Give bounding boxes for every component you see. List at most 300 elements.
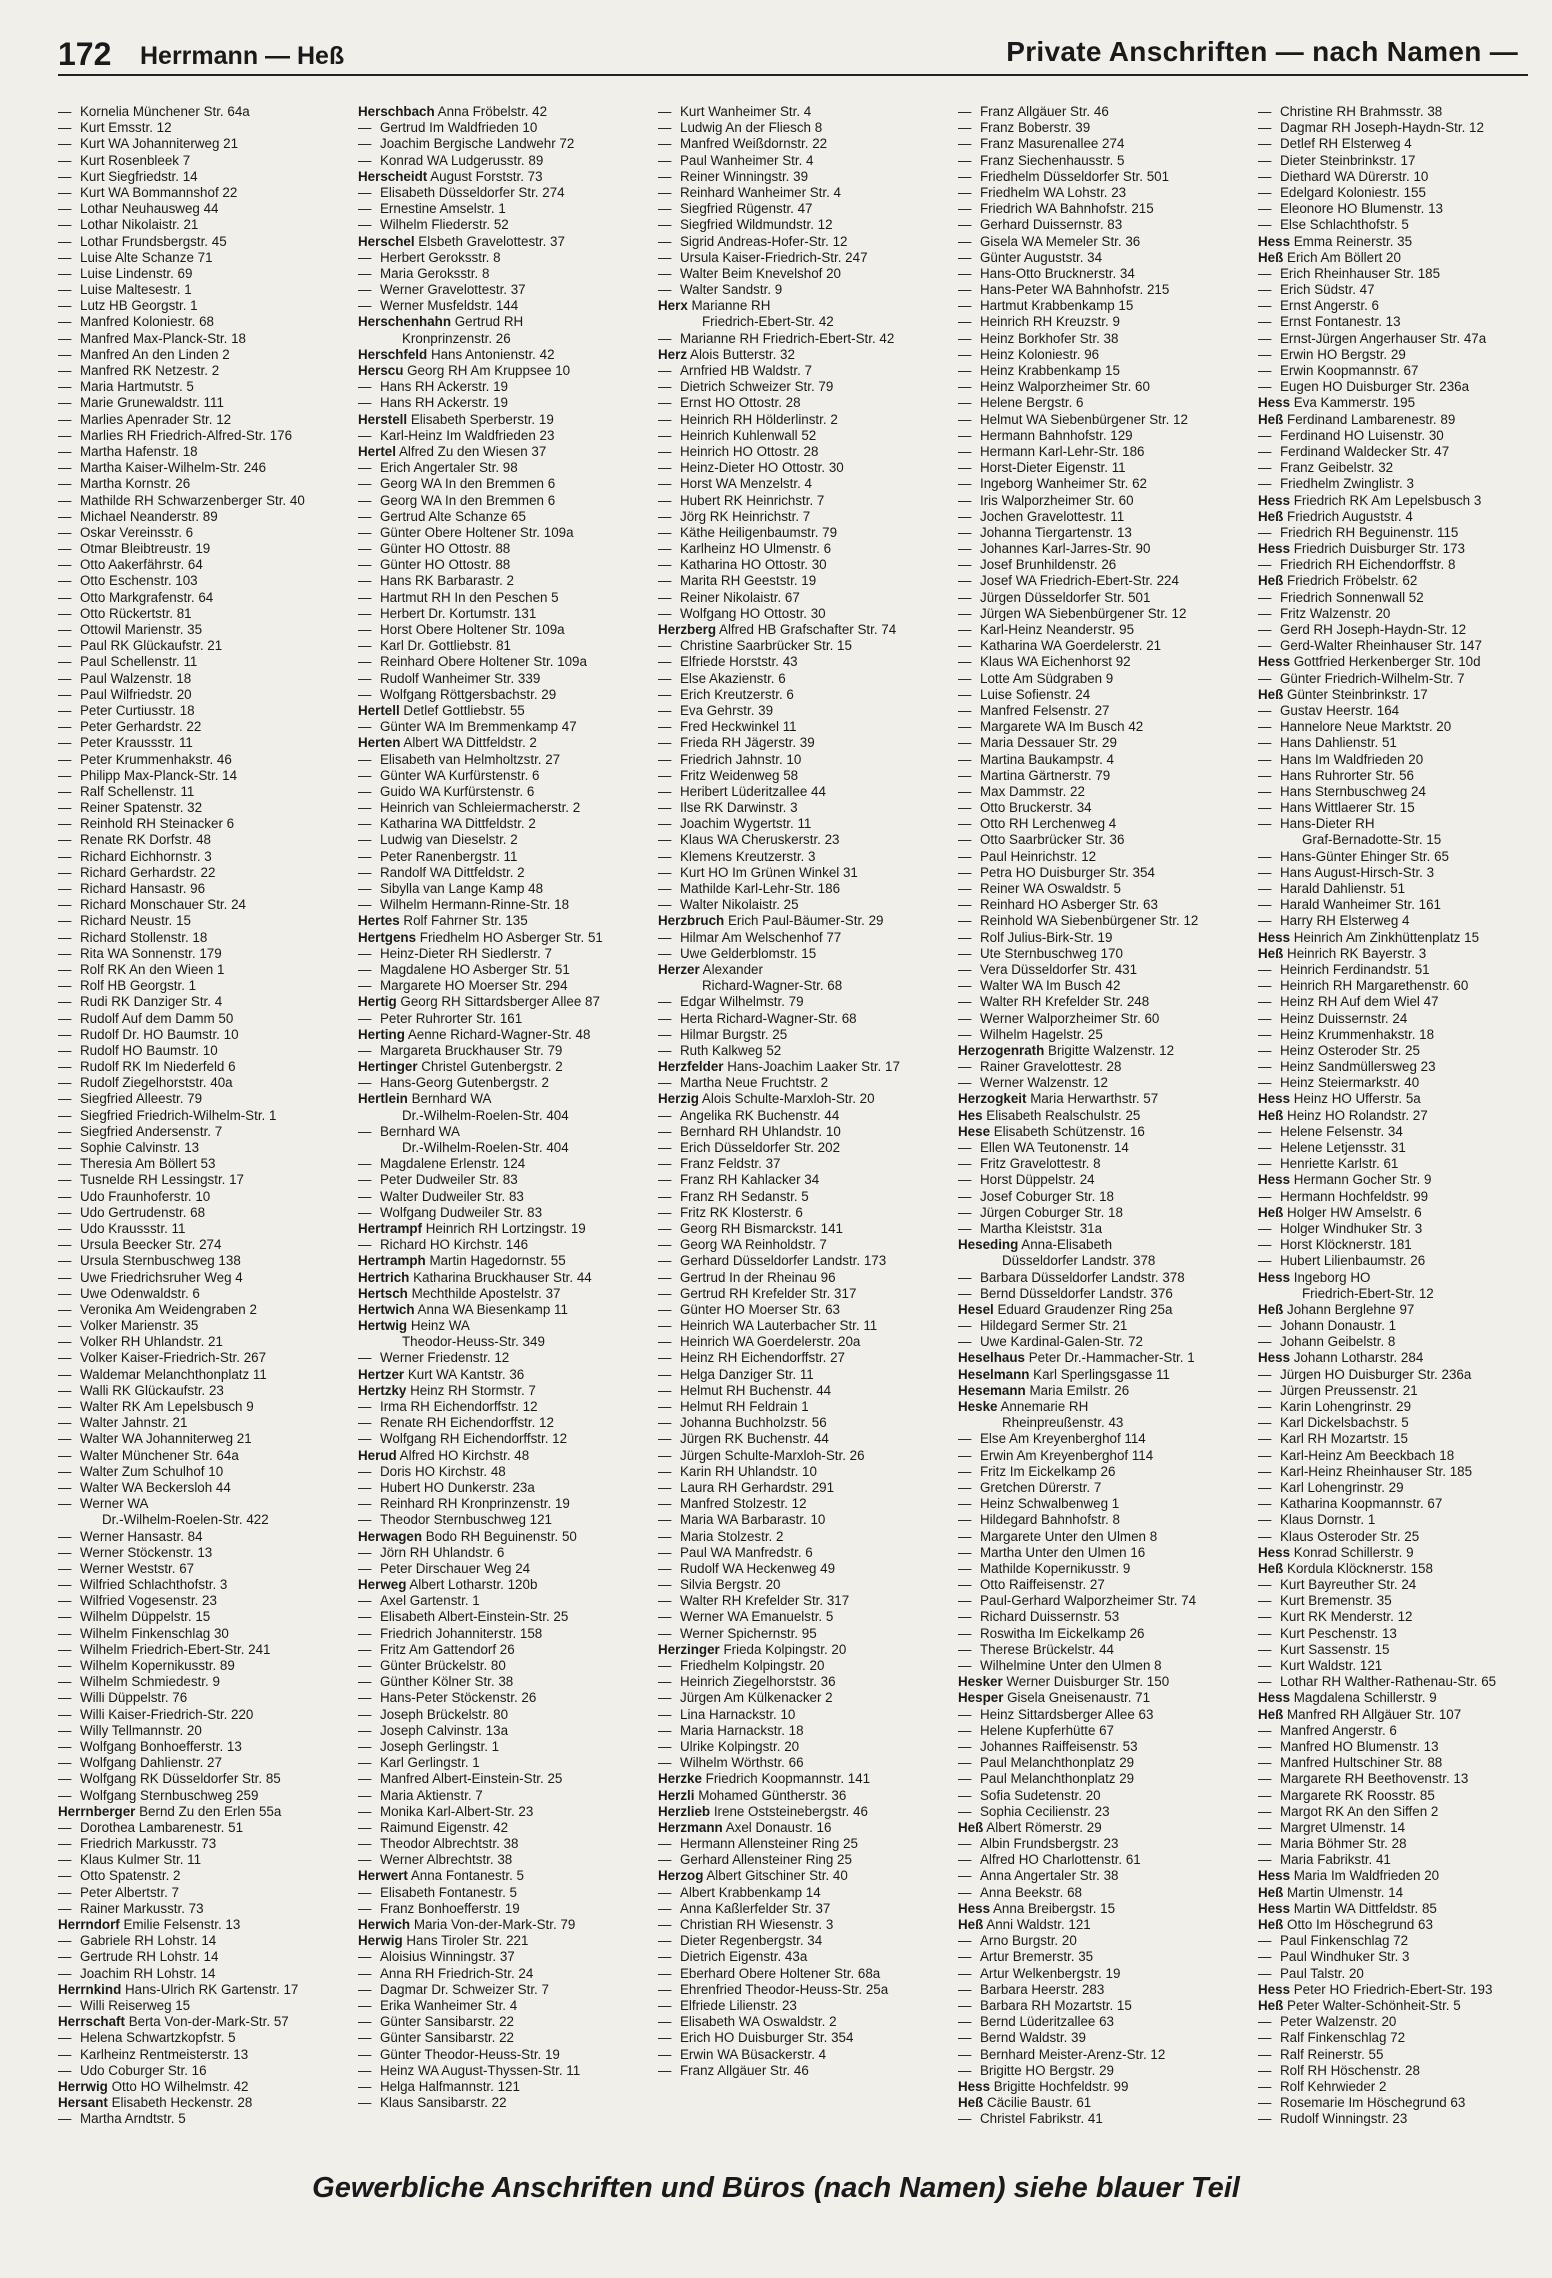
given-name-entry: — Klaus WA Cheruskerstr. 23: [658, 832, 954, 848]
given-name-entry: — Jörg RK Heinrichstr. 7: [658, 509, 954, 525]
entry-continuation: Richard-Wagner-Str. 68: [702, 978, 843, 994]
given-name-entry: — Ellen WA Teutonenstr. 14: [958, 1140, 1254, 1156]
given-name-entry: — Christine RH Brahmsstr. 38: [1258, 104, 1552, 120]
given-name-entry: — Walter WA Im Busch 42: [958, 978, 1254, 994]
given-name-entry: — Otto Bruckerstr. 34: [958, 800, 1254, 816]
given-name-entry: — Richard Stollenstr. 18: [58, 930, 354, 946]
surname: Herrnberger: [58, 1803, 136, 1819]
given-name-entry: — Paul Wilfriedstr. 20: [58, 687, 354, 703]
given-name-entry: — Manfred Hultschiner Str. 88: [1258, 1755, 1552, 1771]
entry-details: Peter Dr.-Hammacher-Str. 1: [1025, 1350, 1195, 1366]
given-name-entry: — Margot RK An den Siffen 2: [1258, 1804, 1552, 1820]
given-name-entry: — Gertrude RH Lohstr. 14: [58, 1949, 354, 1965]
given-name-entry: — Johanna Tiergartenstr. 13: [958, 525, 1254, 541]
given-name-entry: — Heinrich van Schleiermacherstr. 2: [358, 800, 654, 816]
entry-details: Christel Gutenbergstr. 2: [417, 1059, 563, 1075]
given-name-entry: — Friedrich Markusstr. 73: [58, 1836, 354, 1852]
given-name-entry: — Wolfgang Bonhoefferstr. 13: [58, 1739, 354, 1755]
given-name-entry: — Lothar RH Walther-Rathenau-Str. 65: [1258, 1674, 1552, 1690]
surname-entry: [358, 1933, 654, 1949]
given-name-entry: — Kurt Emsstr. 12: [58, 120, 354, 136]
given-name-entry: — Heinrich WA Lauterbacher Str. 11: [658, 1318, 954, 1334]
entry-details: Martin Ulmenstr. 14: [1283, 1884, 1404, 1900]
given-name-entry: — Oskar Vereinsstr. 6: [58, 525, 354, 541]
given-name-entry: — Karlheinz HO Ulmenstr. 6: [658, 541, 954, 557]
entry-details: Elsbeth Gravelottestr. 37: [414, 233, 565, 249]
surname-entry: [958, 1901, 1254, 1917]
given-name-entry: — Artur Welkenbergstr. 19: [958, 1966, 1254, 1982]
given-name-entry: — Rainer Markusstr. 73: [58, 1901, 354, 1917]
given-name-entry: — Klaus Kulmer Str. 11: [58, 1852, 354, 1868]
given-name-entry: — Martina Gärtnerstr. 79: [958, 768, 1254, 784]
given-name-entry: — Udo Coburger Str. 16: [58, 2063, 354, 2079]
surname: Herting: [358, 1026, 405, 1042]
given-name-entry: — Magdalene Erlenstr. 124: [358, 1156, 654, 1172]
given-name-entry: — Peter Curtiusstr. 18: [58, 703, 354, 719]
surname-entry: [358, 1917, 654, 1933]
given-name-entry: — Günter HO Ottostr. 88: [358, 557, 654, 573]
surname: Hess: [1258, 1544, 1291, 1560]
surname: Heß: [1258, 686, 1284, 702]
given-name-entry: — Joseph Gerlingstr. 1: [358, 1739, 654, 1755]
given-name-entry: — Walter Jahnstr. 21: [58, 1415, 354, 1431]
given-name-entry: — Reinhard RH Kronprinzenstr. 19: [358, 1496, 654, 1512]
given-name-entry: — Reiner WA Oswaldstr. 5: [958, 881, 1254, 897]
entry-details: Maria Von-der-Mark-Str. 79: [410, 1917, 576, 1932]
given-name-entry: — Heribert Lüderitzallee 44: [658, 784, 954, 800]
surname: Herzogenrath: [958, 1042, 1045, 1058]
given-name-entry: — Luise Sofienstr. 24: [958, 687, 1254, 703]
entry-details: Anna Fröbelstr. 42: [434, 104, 548, 119]
surname: Hese: [958, 1123, 991, 1139]
given-name-entry: — Hans-Peter WA Bahnhofstr. 215: [958, 282, 1254, 298]
given-name-entry: — Reiner Spatenstr. 32: [58, 800, 354, 816]
surname: Hess: [1258, 541, 1291, 557]
entry-details: Konrad Schillerstr. 9: [1290, 1544, 1414, 1560]
given-name-entry: — Udo Fraunhoferstr. 10: [58, 1189, 354, 1205]
given-name-entry: — Katharina HO Ottostr. 30: [658, 557, 954, 573]
surname-entry: [358, 412, 654, 428]
entry-details: Otto Im Höschegrund 63: [1283, 1917, 1433, 1932]
given-name-entry: — Bernhard Meister-Arenz-Str. 12: [958, 2047, 1254, 2063]
surname-entry: [1258, 687, 1552, 703]
surname-entry: [358, 1302, 654, 1318]
surname-entry: [358, 1091, 654, 1107]
surname-entry: [58, 2014, 354, 2030]
given-name-entry: — Willi Kaiser-Friedrich-Str. 220: [58, 1707, 354, 1723]
given-name-entry: — Sibylla van Lange Kamp 48: [358, 881, 654, 897]
surname-entry: [658, 622, 954, 638]
surname: Herwich: [358, 1917, 411, 1932]
given-name-entry: — Erwin Am Kreyenberghof 114: [958, 1448, 1254, 1464]
given-name-entry: — Peter Walzenstr. 20: [1258, 2014, 1552, 2030]
given-name-entry: — Paul WA Manfredstr. 6: [658, 1545, 954, 1561]
given-name-entry: — Maria Aktienstr. 7: [358, 1788, 654, 1804]
given-name-entry: — Jürgen Schulte-Marxloh-Str. 26: [658, 1448, 954, 1464]
given-name-entry: — Günter Sansibarstr. 22: [358, 2030, 654, 2046]
given-name-entry: — Manfred An den Linden 2: [58, 347, 354, 363]
surname: Herscheidt: [358, 168, 428, 184]
given-name-entry: — Siegfried Andersenstr. 7: [58, 1124, 354, 1140]
given-name-entry: — Richard Neustr. 15: [58, 913, 354, 929]
given-name-entry: — Paul Schellenstr. 11: [58, 654, 354, 670]
given-name-entry: — Maria Hartmutstr. 5: [58, 379, 354, 395]
given-name-entry: — Hannelore Neue Marktstr. 20: [1258, 719, 1552, 735]
given-name-entry: — Arnfried HB Waldstr. 7: [658, 363, 954, 379]
given-name-entry: — Franz Masurenallee 274: [958, 136, 1254, 152]
given-name-entry: — Wolfgang Dudweiler Str. 83: [358, 1205, 654, 1221]
entry-continuation: Dr.-Wilhelm-Roelen-Str. 404: [402, 1140, 569, 1155]
given-name-entry: — Bernhard WA: [358, 1124, 654, 1140]
given-name-entry: — Max Dammstr. 22: [958, 784, 1254, 800]
surname-entry: [658, 1804, 954, 1820]
given-name-entry: — Rosemarie Im Höschegrund 63: [1258, 2095, 1552, 2111]
given-name-entry: — Wolfgang Dahlienstr. 27: [58, 1755, 354, 1771]
given-name-entry: — Siegfried Alleestr. 79: [58, 1091, 354, 1107]
given-name-entry: — Sophie Calvinstr. 13: [58, 1140, 354, 1156]
given-name-entry: — Günter WA Im Bremmenkamp 47: [358, 719, 654, 735]
given-name-entry: — Helene Letjensstr. 31: [1258, 1140, 1552, 1156]
given-name-entry: — Reinhold WA Siebenbürgener Str. 12: [958, 913, 1254, 929]
given-name-entry: — Heinz Krabbenkamp 15: [958, 363, 1254, 379]
given-name-entry: — Aloisius Winningstr. 37: [358, 1949, 654, 1965]
entry-details: Friedrich Fröbelstr. 62: [1283, 573, 1418, 589]
surname-entry: [1258, 1868, 1552, 1884]
surname: Herzke: [658, 1771, 702, 1787]
given-name-entry: — Reiner Winningstr. 39: [658, 169, 954, 185]
given-name-entry: — Hans RK Barbarastr. 2: [358, 573, 654, 589]
surname: Hess: [958, 1900, 991, 1916]
given-name-entry: — Erich Südstr. 47: [1258, 282, 1552, 298]
given-name-entry: — Wilhelm Schmiedestr. 9: [58, 1674, 354, 1690]
surname: Hess: [1258, 395, 1291, 411]
given-name-entry: — Heinrich RH Hölderlinstr. 2: [658, 412, 954, 428]
surname: Heselmann: [958, 1366, 1030, 1382]
surname-entry: [958, 1820, 1254, 1836]
given-name-entry: — Helene Kupferhütte 67: [958, 1723, 1254, 1739]
surname-entry: [358, 1868, 654, 1884]
given-name-entry: — Walter Sandstr. 9: [658, 282, 954, 298]
given-name-entry: — Walter Beim Knevelshof 20: [658, 266, 954, 282]
given-name-entry: — Elisabeth Düsseldorfer Str. 274: [358, 185, 654, 201]
given-name-entry: — Hildegard Sermer Str. 21: [958, 1318, 1254, 1334]
given-name-entry: — Margarete RH Beethovenstr. 13: [1258, 1771, 1552, 1787]
entry-continuation: Kronprinzenstr. 26: [402, 330, 511, 346]
surname-entry: [958, 1302, 1254, 1318]
entry-details: Friedrich Koopmannstr. 141: [701, 1771, 871, 1787]
column-4: [958, 104, 1254, 2144]
entry-details: Brigitte Walzenstr. 12: [1044, 1042, 1175, 1058]
given-name-entry: — Lina Harnackstr. 10: [658, 1707, 954, 1723]
entry-details: Eva Kammerstr. 195: [1290, 395, 1416, 411]
surname: Herwig: [358, 1933, 403, 1949]
given-name-entry: — Karl Dr. Gottliebstr. 81: [358, 638, 654, 654]
given-name-entry: — Georg RH Bismarckstr. 141: [658, 1221, 954, 1237]
surname: Hertgens: [358, 929, 417, 945]
surname: Heß: [958, 1917, 984, 1932]
given-name-entry: — Ruth Kalkweg 52: [658, 1043, 954, 1059]
given-name-entry: — Werner Weststr. 67: [58, 1561, 354, 1577]
given-name-entry: — Hans August-Hirsch-Str. 3: [1258, 865, 1552, 881]
given-name-entry: — Walter Dudweiler Str. 83: [358, 1189, 654, 1205]
entry-details: Ingeborg HO: [1290, 1269, 1371, 1285]
surname-entry: [958, 1690, 1254, 1706]
surname-entry: [1258, 1350, 1552, 1366]
given-name-entry: — Joseph Calvinstr. 13a: [358, 1723, 654, 1739]
given-name-entry: — Martina Baukampstr. 4: [958, 752, 1254, 768]
given-name-entry: — Günter Auguststr. 34: [958, 250, 1254, 266]
given-name-entry: — Uwe Gelderblomstr. 15: [658, 946, 954, 962]
given-name-entry: — Maria Dessauer Str. 29: [958, 735, 1254, 751]
given-name-entry: — Walli RK Glückaufstr. 23: [58, 1383, 354, 1399]
given-name-entry: — Margarete WA Im Busch 42: [958, 719, 1254, 735]
given-name-entry: — Otto RH Lerchenweg 4: [958, 816, 1254, 832]
given-name-entry: — Albert Krabbenkamp 14: [658, 1885, 954, 1901]
entry-details: August Forststr. 73: [427, 168, 543, 184]
given-name-entry: — Franz Bonhoefferstr. 19: [358, 1901, 654, 1917]
given-name-entry: — Katharina Koopmannstr. 67: [1258, 1496, 1552, 1512]
given-name-entry: — Marie Grunewaldstr. 111: [58, 395, 354, 411]
given-name-entry: — Friedrich Jahnstr. 10: [658, 752, 954, 768]
given-name-entry: — Paul Finkenschlag 72: [1258, 1933, 1552, 1949]
given-name-entry: — Kurt Bayreuther Str. 24: [1258, 1577, 1552, 1593]
given-name-entry: — Karlheinz Rentmeisterstr. 13: [58, 2047, 354, 2063]
given-name-entry: — Ludwig An der Fliesch 8: [658, 120, 954, 136]
given-name-entry: — Ehrenfried Theodor-Heuss-Str. 25a: [658, 1982, 954, 1998]
given-name-entry: — Reinhard HO Asberger Str. 63: [958, 897, 1254, 913]
given-name-entry: — Erich Angertaler Str. 98: [358, 460, 654, 476]
given-name-entry: — Hans-Günter Ehinger Str. 65: [1258, 849, 1552, 865]
given-name-entry: — Rainer Gravelottestr. 28: [958, 1059, 1254, 1075]
surname-entry: [1258, 1270, 1552, 1286]
given-name-entry: — Willy Tellmannstr. 20: [58, 1723, 354, 1739]
entry-details: Otto HO Wilhelmstr. 42: [107, 2078, 249, 2094]
given-name-entry: — Josef WA Friedrich-Ebert-Str. 224: [958, 573, 1254, 589]
given-name-entry: — Luise Lindenstr. 69: [58, 266, 354, 282]
surname: Herrschaft: [58, 2014, 125, 2030]
given-name-entry: — Hildegard Bahnhofstr. 8: [958, 1512, 1254, 1528]
given-name-entry: — Günter Brückelstr. 80: [358, 1658, 654, 1674]
entry-details: Friedrich RK Am Lepelsbusch 3: [1290, 492, 1482, 508]
given-name-entry: — Frieda RH Jägerstr. 39: [658, 735, 954, 751]
given-name-entry: — Theresia Am Böllert 53: [58, 1156, 354, 1172]
given-name-entry: — Ursula Beecker Str. 274: [58, 1237, 354, 1253]
given-name-entry: — Helmut RH Buchenstr. 44: [658, 1383, 954, 1399]
surname: Herwagen: [358, 1528, 422, 1544]
given-name-entry: — Günter HO Ottostr. 88: [358, 541, 654, 557]
given-name-entry: — Herta Richard-Wagner-Str. 68: [658, 1011, 954, 1027]
given-name-entry: — Franz Allgäuer Str. 46: [658, 2063, 954, 2079]
surname-entry: [958, 1674, 1254, 1690]
given-name-entry: — Rolf Kehrwieder 2: [1258, 2079, 1552, 2095]
surname-entry: [358, 1318, 654, 1334]
given-name-entry: — Dietrich Eigenstr. 43a: [658, 1949, 954, 1965]
given-name-entry: — Guido WA Kurfürstenstr. 6: [358, 784, 654, 800]
given-name-entry: — Brigitte HO Bergstr. 29: [958, 2063, 1254, 2079]
surname-entry: [658, 1059, 954, 1075]
given-name-entry: — Peter Albertstr. 7: [58, 1885, 354, 1901]
entry-details: Gertrud RH: [451, 314, 524, 330]
given-name-entry: — Alfred HO Charlottenstr. 61: [958, 1852, 1254, 1868]
given-name-entry: — Iris Walporzheimer Str. 60: [958, 493, 1254, 509]
given-name-entry: — Luise Maltesestr. 1: [58, 282, 354, 298]
given-name-entry: — Erika Wanheimer Str. 4: [358, 1998, 654, 2014]
given-name-entry: — Erwin Koopmannstr. 67: [1258, 363, 1552, 379]
entry-details: Anni Waldstr. 121: [983, 1917, 1091, 1932]
surname-entry: [1258, 1172, 1552, 1188]
given-name-entry: — Wilhelm Kopernikusstr. 89: [58, 1658, 354, 1674]
surname-entry: [358, 1529, 654, 1545]
entry-continuation: Dr.-Wilhelm-Roelen-Str. 422: [102, 1512, 269, 1528]
given-name-entry: — Herbert Dr. Kortumstr. 131: [358, 606, 654, 622]
surname: Hess: [1258, 233, 1291, 249]
entry-details: Irene Oststeinebergstr. 46: [710, 1803, 868, 1819]
given-name-entry: — Otto Eschenstr. 103: [58, 573, 354, 589]
surname-entry: [658, 913, 954, 929]
surname: Hess: [958, 2078, 991, 2094]
given-name-entry: — Heinz WA August-Thyssen-Str. 11: [358, 2063, 654, 2079]
given-name-entry: — Paul Heinrichstr. 12: [958, 849, 1254, 865]
given-name-entry: — Ernst Angerstr. 6: [1258, 298, 1552, 314]
given-name-entry: — Fred Heckwinkel 11: [658, 719, 954, 735]
given-name-entry: — Renate RH Eichendorffstr. 12: [358, 1415, 654, 1431]
given-name-entry: — Marianne RH Friedrich-Ebert-Str. 42: [658, 331, 954, 347]
given-name-entry: — Werner Gravelottestr. 37: [358, 282, 654, 298]
given-name-entry: — Martha Arndtstr. 5: [58, 2111, 354, 2127]
given-name-entry: — Werner Musfeldstr. 144: [358, 298, 654, 314]
entry-details: Hans Antonienstr. 42: [427, 346, 555, 362]
given-name-entry: — Wilfried Schlachthofstr. 3: [58, 1577, 354, 1593]
given-name-entry: — Jürgen WA Siebenbürgener Str. 12: [958, 606, 1254, 622]
surname-entry: [958, 1399, 1254, 1415]
entry-details: Anna WA Biesenkamp 11: [414, 1301, 568, 1317]
given-name-entry: — Heinz-Dieter RH Siedlerstr. 7: [358, 946, 654, 962]
given-name-entry: — Richard HO Kirchstr. 146: [358, 1237, 654, 1253]
given-name-entry: — Paul RK Glückaufstr. 21: [58, 638, 354, 654]
entry-details: Axel Donaustr. 16: [722, 1819, 832, 1835]
given-name-entry: — Friedrich RH Beguinenstr. 115: [1258, 525, 1552, 541]
entry-details: Kordula Klöcknerstr. 158: [1283, 1560, 1433, 1576]
entry-details: Elisabeth Realschulstr. 25: [982, 1107, 1141, 1123]
given-name-entry: — Lothar Frundsbergstr. 45: [58, 234, 354, 250]
given-name-entry: — Angelika RK Buchenstr. 44: [658, 1108, 954, 1124]
entry-details: Hans Tiroler Str. 221: [402, 1933, 529, 1949]
given-name-entry: — Otto Saarbrücker Str. 36: [958, 832, 1254, 848]
given-name-entry: — Hans RH Ackerstr. 19: [358, 379, 654, 395]
entry-details: Johann Lotharstr. 284: [1290, 1350, 1424, 1366]
entry-details: Emilie Felsenstr. 13: [119, 1917, 241, 1932]
given-name-entry: — Ingeborg Wanheimer Str. 62: [958, 476, 1254, 492]
entry-details: Johann Berglehne 97: [1283, 1301, 1415, 1317]
surname: Heß: [1258, 1884, 1284, 1900]
given-name-entry: — Hans-Georg Gutenbergstr. 2: [358, 1075, 654, 1091]
given-name-entry: — Anna Angertaler Str. 38: [958, 1868, 1254, 1884]
surname-entry: [358, 444, 654, 460]
surname: Hertsch: [358, 1285, 408, 1301]
given-name-entry: — Joachim Wygertstr. 11: [658, 816, 954, 832]
entry-details: Albert Römerstr. 29: [983, 1819, 1102, 1835]
given-name-entry: — Bernd Lüderitzallee 63: [958, 2014, 1254, 2030]
given-name-entry: — Georg WA In den Bremmen 6: [358, 476, 654, 492]
given-name-entry: — Walter Nikolaistr. 25: [658, 897, 954, 913]
given-name-entry: — Franz RH Sedanstr. 5: [658, 1189, 954, 1205]
given-name-entry: — Karin RH Uhlandstr. 10: [658, 1464, 954, 1480]
given-name-entry: — Otto Rückertstr. 81: [58, 606, 354, 622]
entry-details: Maria Im Waldfrieden 20: [1290, 1868, 1440, 1884]
surname: Hess: [1258, 929, 1291, 945]
given-name-entry: — Manfred Max-Planck-Str. 18: [58, 331, 354, 347]
surname: Hes: [958, 1107, 983, 1123]
surname: Hess: [1258, 1269, 1291, 1285]
given-name-entry: — Hermann Bahnhofstr. 129: [958, 428, 1254, 444]
entry-details: Frieda Kolpingstr. 20: [719, 1641, 847, 1657]
given-name-entry: — Ernst-Jürgen Angerhauser Str. 47a: [1258, 331, 1552, 347]
entry-continuation: Rheinpreußenstr. 43: [1002, 1415, 1124, 1431]
given-name-entry: — Heinz Krummenhakstr. 18: [1258, 1027, 1552, 1043]
entry-details: Anna Fontanestr. 5: [407, 1868, 525, 1884]
given-name-entry: — Raimund Eigenstr. 42: [358, 1820, 654, 1836]
given-name-entry: — Jürgen Preussenstr. 21: [1258, 1383, 1552, 1399]
given-name-entry: — Werner Walzenstr. 12: [958, 1075, 1254, 1091]
entry-details: Alfred Zu den Wiesen 37: [395, 443, 547, 459]
given-name-entry: — Kurt Waldstr. 121: [1258, 1658, 1552, 1674]
given-name-entry: — Heinrich WA Goerdelerstr. 20a: [658, 1334, 954, 1350]
given-name-entry: — Hermann Hochfeldstr. 99: [1258, 1189, 1552, 1205]
surname: Hesper: [958, 1690, 1004, 1706]
given-name-entry: — Rolf RH Höschenstr. 28: [1258, 2063, 1552, 2079]
given-name-entry: — Rudolf Dr. HO Baumstr. 10: [58, 1027, 354, 1043]
surname: Herten: [358, 735, 401, 751]
given-name-entry: — Maria Fabrikstr. 41: [1258, 1852, 1552, 1868]
surname-entry: [1258, 1561, 1552, 1577]
given-name-entry: — Friedhelm Düsseldorfer Str. 501: [958, 169, 1254, 185]
given-name-entry: — Martha Unter den Ulmen 16: [958, 1545, 1254, 1561]
entry-details: Heinrich RH Lortzingstr. 19: [422, 1220, 586, 1236]
given-name-entry: — Walter RH Krefelder Str. 317: [658, 1593, 954, 1609]
given-name-entry: — Paul Walzenstr. 18: [58, 671, 354, 687]
entry-details: Detlef Gottliebstr. 55: [399, 702, 525, 718]
given-name-entry: — Karin Lohengrinstr. 29: [1258, 1399, 1552, 1415]
given-name-entry: — Hans Im Waldfrieden 20: [1258, 752, 1552, 768]
surname-entry: [1258, 541, 1552, 557]
given-name-entry: — Wolfgang RH Eichendorffstr. 12: [358, 1431, 654, 1447]
given-name-entry: — Heinz Schwalbenweg 1: [958, 1496, 1254, 1512]
given-name-entry: — Gerd RH Joseph-Haydn-Str. 12: [1258, 622, 1552, 638]
given-name-entry: — Helga Danziger Str. 11: [658, 1367, 954, 1383]
entry-details: Elisabeth Schützenstr. 16: [990, 1123, 1145, 1139]
entry-continuation: Düsseldorfer Landstr. 378: [1002, 1253, 1156, 1269]
surname-entry: [358, 1221, 654, 1237]
given-name-entry: — Peter Ranenbergstr. 11: [358, 849, 654, 865]
given-name-entry: — Siegfried Wildmundstr. 12: [658, 217, 954, 233]
surname-entry: [358, 1367, 654, 1383]
surname: Hertzky: [358, 1382, 407, 1398]
given-name-entry: — Werner Hansastr. 84: [58, 1529, 354, 1545]
given-name-entry: — Richard Gerhardstr. 22: [58, 865, 354, 881]
surname-entry: [1258, 395, 1552, 411]
surname: Hertramph: [358, 1253, 426, 1269]
entry-details: Hans-Ulrich RK Gartenstr. 17: [121, 1981, 299, 1997]
entry-details: Eduard Graudenzer Ring 25a: [993, 1301, 1173, 1317]
given-name-entry: — Richard Monschauer Str. 24: [58, 897, 354, 913]
given-name-entry: — Walter RH Krefelder Str. 248: [958, 994, 1254, 1010]
given-name-entry: — Hilmar Am Welschenhof 77: [658, 930, 954, 946]
given-name-entry: — Sofia Sudetenstr. 20: [958, 1788, 1254, 1804]
given-name-entry: — Heinz Duissernstr. 24: [1258, 1011, 1552, 1027]
given-name-entry: — Ernestine Amselstr. 1: [358, 201, 654, 217]
given-name-entry: — Dagmar Dr. Schweizer Str. 7: [358, 1982, 654, 1998]
given-name-entry: — Heinz-Dieter HO Ottostr. 30: [658, 460, 954, 476]
